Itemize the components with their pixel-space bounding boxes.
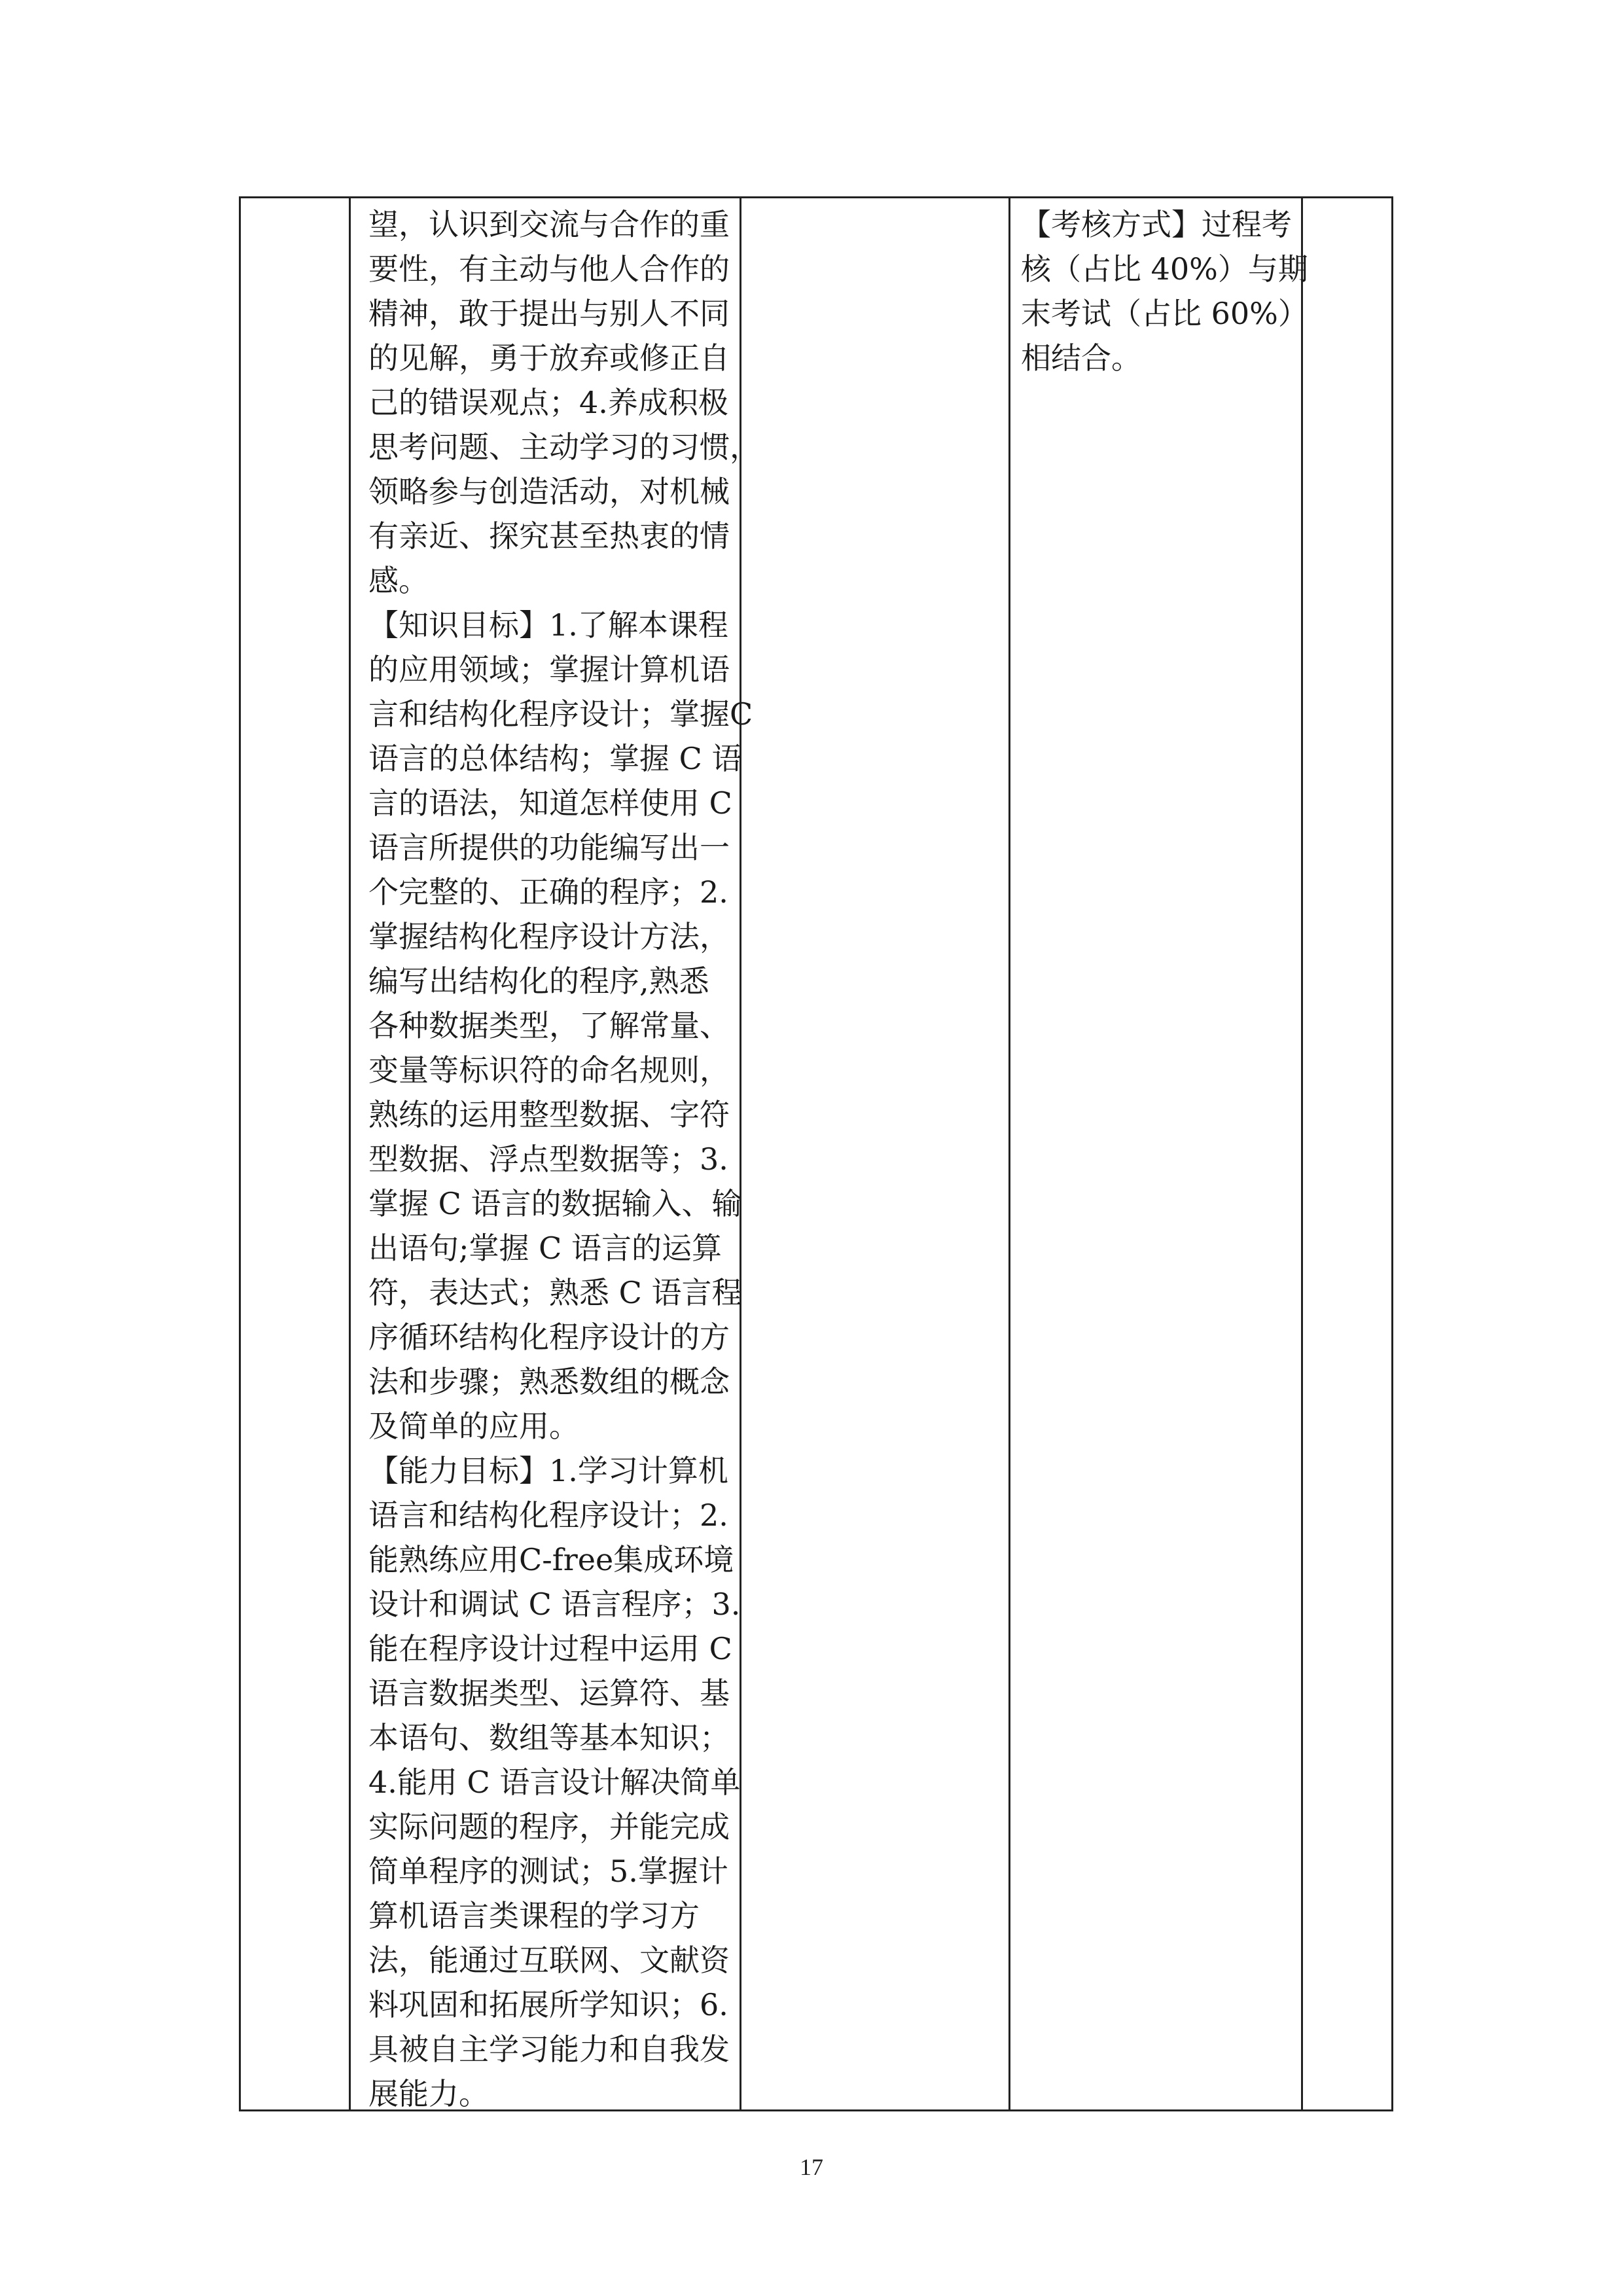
- objectives-line: 算机语言类课程的学习方: [368, 1898, 700, 1933]
- objectives-line: 序循环结构化程序设计的方: [368, 1319, 730, 1355]
- page-number: 17: [800, 2154, 823, 2180]
- objectives-line: 法和步骤；熟悉数组的概念: [368, 1364, 730, 1399]
- objectives-line: 思考问题、主动学习的习惯，: [368, 429, 760, 465]
- objectives-line: 有亲近、探究甚至热衷的情: [368, 518, 730, 554]
- objectives-line: 己的错误观点；4.养成积极: [368, 385, 728, 420]
- objectives-line: 本语句、数组等基本知识；: [368, 1720, 730, 1755]
- assessment-line: 核（占比 40%）与期: [1021, 251, 1308, 287]
- objectives-line: 语言数据类型、运算符、基: [368, 1676, 730, 1711]
- objectives-line: 变量等标识符的命名规则，: [368, 1052, 730, 1088]
- objectives-line: 领略参与创造活动，对机械: [368, 474, 730, 509]
- objectives-line: 【能力目标】1.学习计算机: [368, 1453, 728, 1488]
- objectives-line: 料巩固和拓展所学知识；6.: [368, 1987, 728, 2022]
- objectives-line: 言和结构化程序设计；掌握C: [368, 696, 753, 732]
- objectives-line: 的见解，勇于放弃或修正自: [368, 340, 730, 376]
- objectives-line: 型数据、浮点型数据等；3.: [368, 1141, 728, 1177]
- objectives-line: 设计和调试 C 语言程序；3.: [368, 1587, 741, 1622]
- objectives-line: 具被自主学习能力和自我发: [368, 2032, 730, 2067]
- objectives-line: 掌握结构化程序设计方法，: [368, 919, 730, 954]
- objectives-line: 语言的总体结构；掌握 C 语: [368, 741, 742, 776]
- objectives-line: 个完整的、正确的程序；2.: [368, 874, 728, 910]
- objectives-line: 出语句;掌握 C 语言的运算: [368, 1230, 722, 1266]
- objectives-line: 各种数据类型，了解常量、: [368, 1008, 730, 1043]
- objectives-line: 编写出结构化的程序,熟悉: [368, 963, 709, 999]
- objectives-line: 掌握 C 语言的数据输入、输: [368, 1186, 742, 1221]
- objectives-line: 能在程序设计过程中运用 C: [368, 1631, 732, 1666]
- objectives-line: 实际问题的程序，并能完成: [368, 1809, 730, 1844]
- objectives-line: 精神，敢于提出与别人不同: [368, 296, 730, 331]
- objectives-line: 要性，有主动与他人合作的: [368, 251, 730, 287]
- column-divider-2: [740, 198, 741, 2109]
- objectives-line: 【知识目标】1.了解本课程: [368, 607, 728, 643]
- column-divider-1: [349, 198, 351, 2109]
- objectives-line: 4.能用 C 语言设计解决简单: [368, 1765, 741, 1800]
- objectives-line: 熟练的运用整型数据、字符: [368, 1097, 730, 1132]
- objectives-line: 语言所提供的功能编写出一: [368, 830, 730, 865]
- objectives-line: 法，能通过互联网、文献资: [368, 1943, 730, 1978]
- objectives-line: 简单程序的测试；5.掌握计: [368, 1854, 728, 1889]
- objectives-line: 符，表达式；熟悉 C 语言程: [368, 1275, 742, 1310]
- objectives-line: 的应用领域；掌握计算机语: [368, 652, 730, 687]
- objectives-line: 感。: [368, 563, 429, 598]
- objectives-line: 展能力。: [368, 2076, 489, 2111]
- assessment-line: 相结合。: [1021, 340, 1141, 376]
- objectives-line: 望，认识到交流与合作的重: [368, 207, 730, 242]
- column-divider-4: [1301, 198, 1303, 2109]
- assessment-line: 【考核方式】过程考: [1021, 207, 1292, 242]
- course-table: [239, 196, 1393, 2111]
- objectives-line: 语言和结构化程序设计；2.: [368, 1498, 728, 1533]
- assessment-cell: [1021, 202, 1308, 380]
- objectives-cell: [368, 202, 760, 2116]
- column-divider-3: [1008, 198, 1010, 2109]
- objectives-line: 及简单的应用。: [368, 1408, 579, 1444]
- assessment-line: 末考试（占比 60%）: [1021, 296, 1308, 331]
- objectives-line: 能熟练应用C-free集成环境: [368, 1542, 734, 1577]
- objectives-line: 言的语法，知道怎样使用 C: [368, 785, 732, 821]
